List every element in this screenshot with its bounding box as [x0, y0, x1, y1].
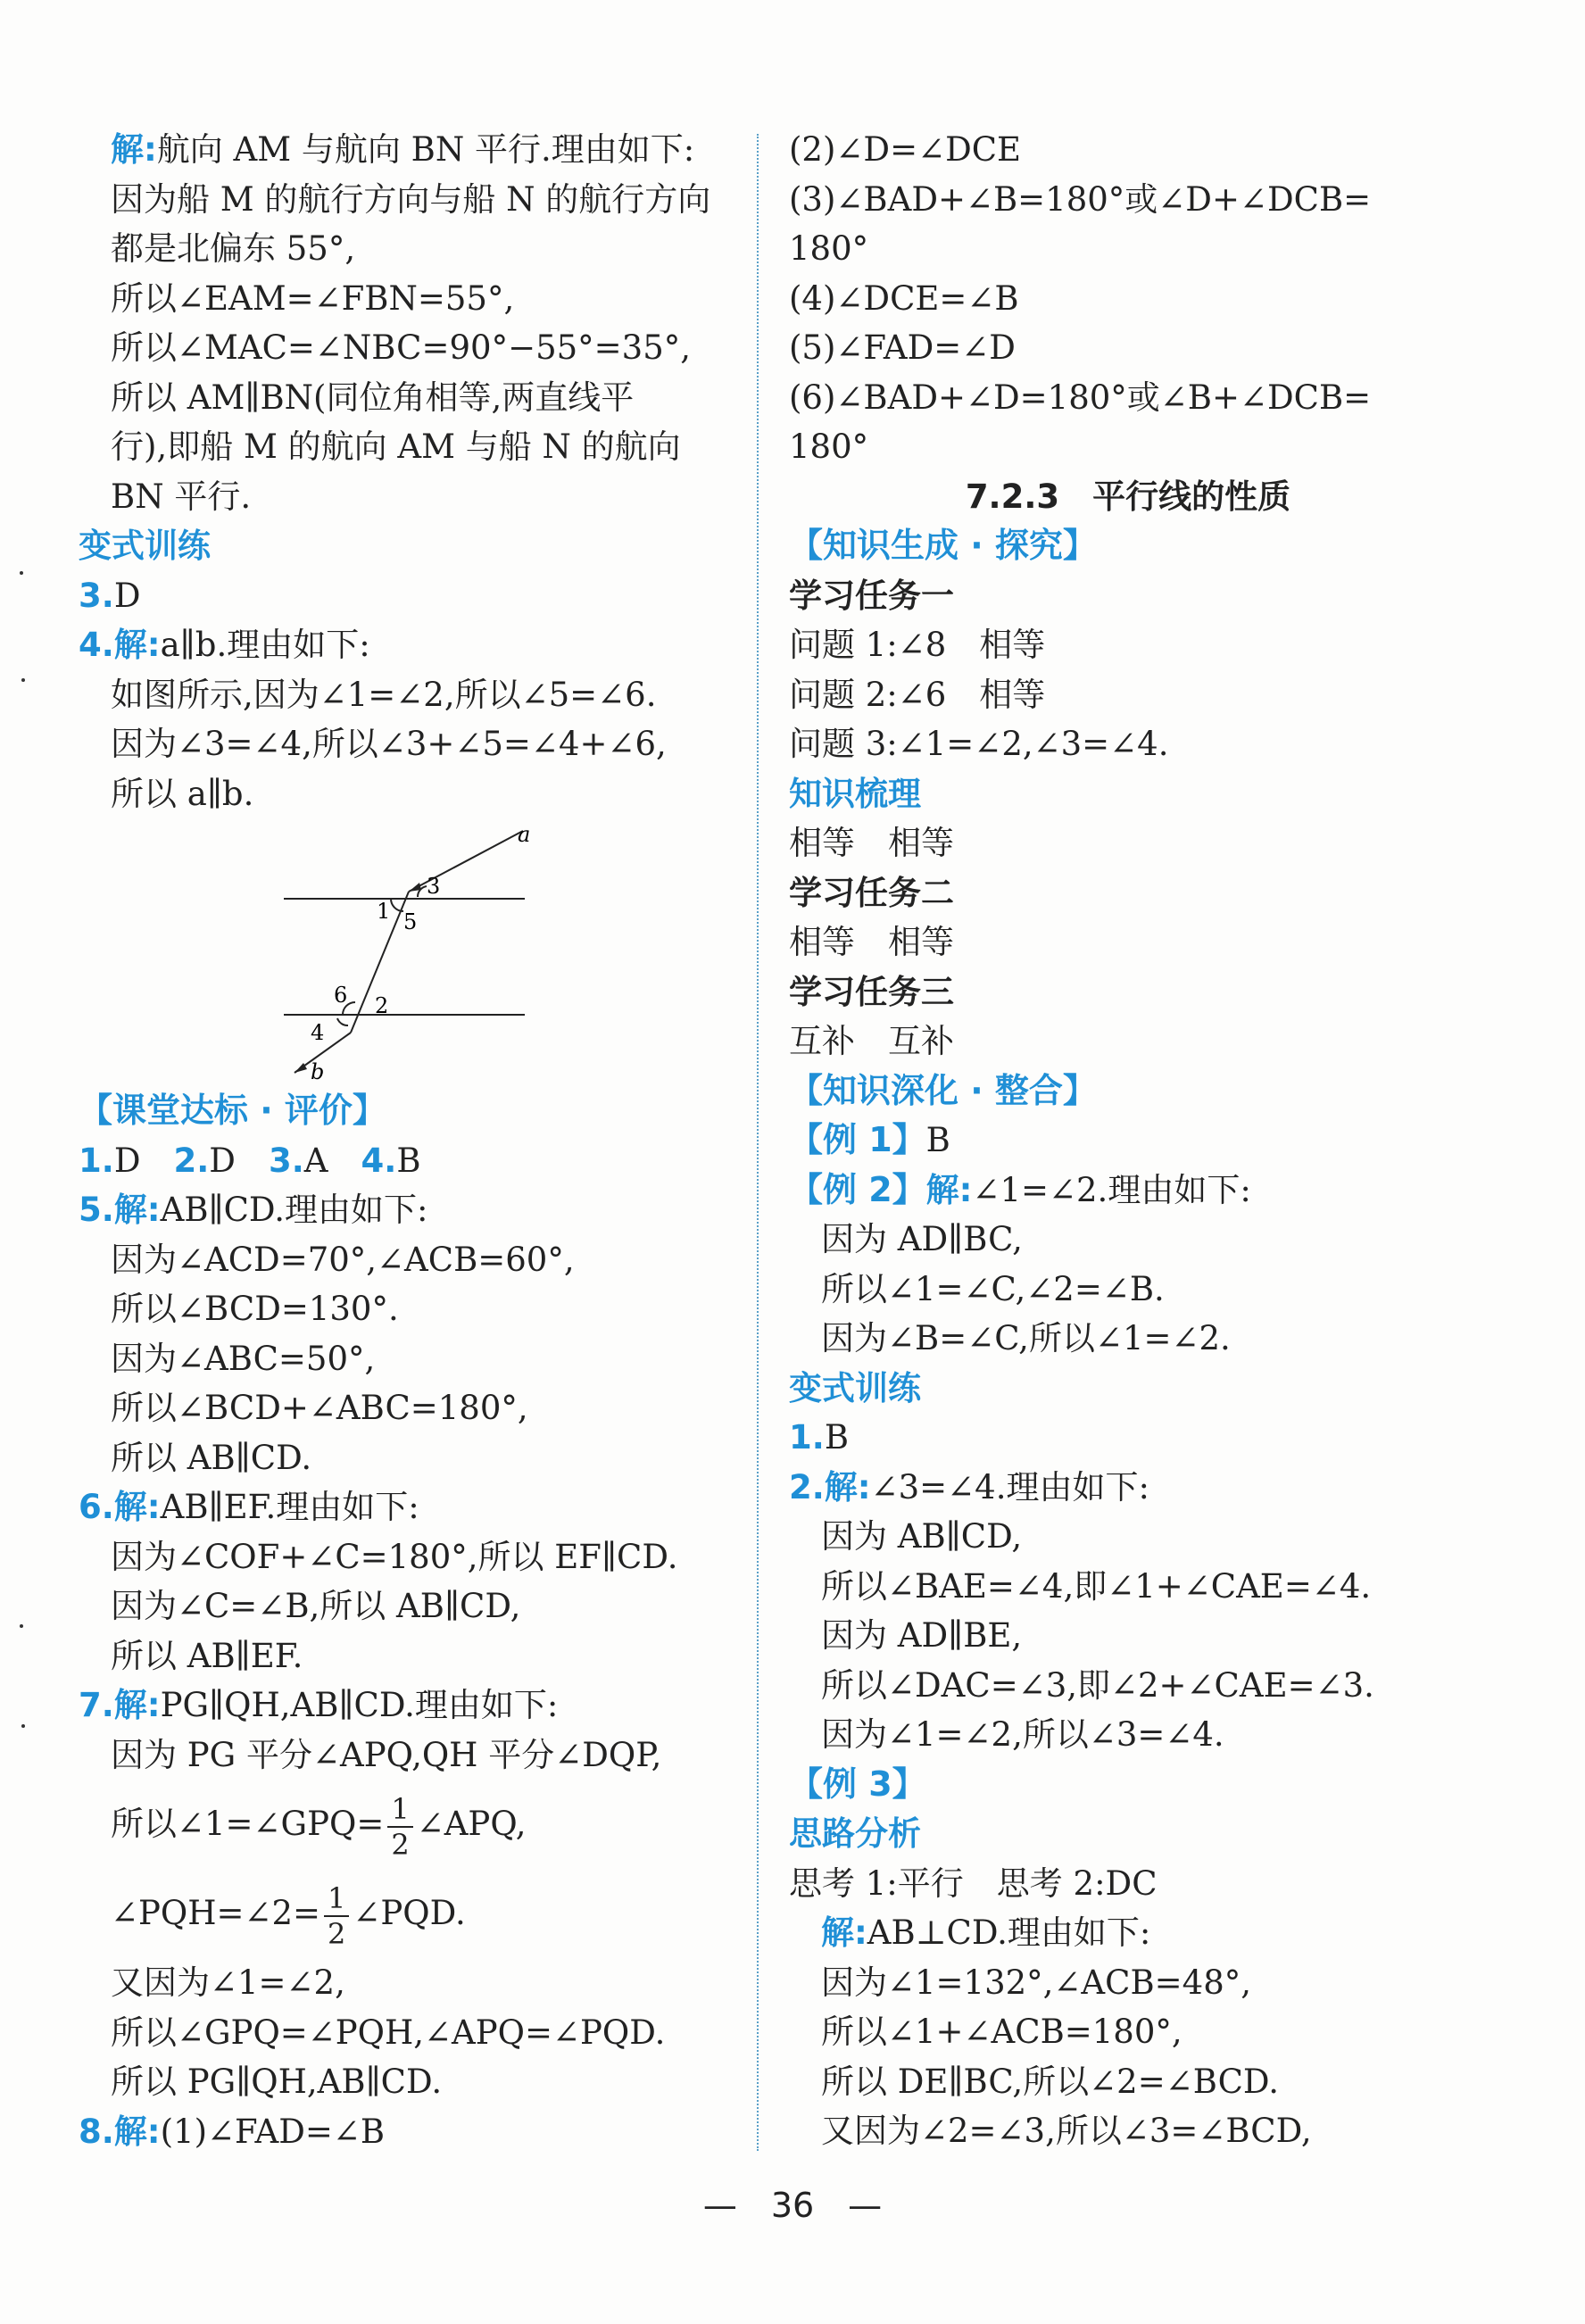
- section-heading: [789, 521, 1467, 571]
- line-text: 因为 AD∥BC,: [821, 1220, 1023, 1258]
- text-line: [79, 571, 757, 621]
- line-text: 思考 1:平行 思考 2:DC: [789, 1863, 1158, 1903]
- line-text: (2)∠D=∠DCE: [789, 130, 1022, 169]
- item-number: 5.解:: [79, 1191, 161, 1229]
- line-text: (3)∠BAD+∠B=180°或∠D+∠DCB=: [789, 179, 1372, 219]
- text-line: [789, 1512, 1467, 1562]
- frac1-numerator: 1: [387, 1792, 412, 1828]
- answer-number: 1.: [79, 1141, 114, 1180]
- margin-dot: [20, 1624, 23, 1628]
- label-5: 5: [403, 909, 418, 934]
- frac1-prefix: 所以∠1=∠GPQ=: [111, 1805, 385, 1843]
- line-text: 所以 PG∥QH,AB∥CD.: [111, 2063, 443, 2101]
- text-line: [789, 1017, 1467, 1067]
- section-heading-text: 【课堂达标 · 评价】: [79, 1091, 386, 1130]
- example-label: 【例 2】: [789, 1169, 926, 1209]
- line-text: (6)∠BAD+∠D=180°或∠B+∠DCB=: [789, 378, 1372, 417]
- subheading-text: 知识梳理: [789, 774, 921, 813]
- line-text: 航向 AM 与航向 BN 平行.理由如下:: [156, 130, 695, 169]
- text-line: [79, 620, 757, 670]
- line-text: 因为∠COF+∠C=180°,所以 EF∥CD.: [111, 1537, 678, 1576]
- text-line: [789, 2007, 1467, 2057]
- item-number: 2.解:: [789, 1467, 871, 1506]
- text-line: [79, 224, 757, 274]
- line-text: B: [925, 1121, 950, 1159]
- line-text: (1)∠FAD=∠B: [160, 2112, 386, 2151]
- text-line: [789, 224, 1467, 274]
- line-text: AB⊥CD.理由如下:: [867, 1913, 1151, 1952]
- text-line: [79, 769, 757, 819]
- task-heading-text: 学习任务三: [789, 972, 954, 1011]
- text-line: [79, 422, 757, 472]
- line-text: 180°: [789, 229, 869, 268]
- text-line: [79, 1631, 757, 1681]
- line-text: 所以∠1+∠ACB=180°,: [821, 2013, 1183, 2051]
- line-text: D: [113, 576, 141, 615]
- text-line: [789, 422, 1467, 472]
- line-text: 所以 DE∥BC,所以∠2=∠BCD.: [821, 2062, 1279, 2101]
- frac2-prefix: ∠PQH=∠2=: [111, 1894, 321, 1932]
- label-2: 2: [375, 993, 389, 1018]
- text-line: [789, 1562, 1467, 1612]
- line-text: 因为∠1=∠2,所以∠3=∠4.: [821, 1715, 1224, 1754]
- line-text: 因为∠1=132°,∠ACB=48°,: [821, 1963, 1251, 2002]
- left-block-1: [79, 125, 757, 818]
- subheading-text: 变式训练: [79, 527, 211, 565]
- task-heading: [789, 868, 1467, 918]
- fraction-line-1: [79, 1780, 757, 1869]
- example-label: 【例 1】: [789, 1120, 926, 1159]
- text-line: [79, 2107, 757, 2157]
- line-text: 所以∠DAC=∠3,即∠2+∠CAE=∠3.: [821, 1665, 1374, 1705]
- line-text: 互补 互补: [789, 1022, 954, 1060]
- answer-value: D: [209, 1141, 236, 1180]
- subheading: [789, 769, 1467, 819]
- subheading: [789, 1809, 1467, 1859]
- frac2-denominator: 2: [328, 1916, 346, 1951]
- margin-dot: [21, 1724, 25, 1728]
- line-text: 相等 相等: [789, 923, 954, 961]
- line-text: 所以∠MAC=∠NBC=90°−55°=35°,: [111, 328, 691, 367]
- line-text: 都是北偏东 55°,: [111, 229, 356, 268]
- right-block-2: [789, 521, 1467, 2156]
- text-line: [79, 1681, 757, 1731]
- line-text: 所以 a∥b.: [111, 774, 254, 813]
- text-line: [789, 917, 1467, 967]
- text-line: [79, 670, 757, 720]
- text-line: [79, 323, 757, 373]
- item-number: 6.解:: [79, 1488, 161, 1526]
- answer-number: 4.: [361, 1141, 397, 1180]
- text-line: [79, 2008, 757, 2058]
- angle-arc-4: [337, 1018, 348, 1025]
- text-line: [79, 719, 757, 769]
- item-number: 1.: [789, 1418, 825, 1457]
- solution-label: 解:: [111, 130, 157, 169]
- line-text: ∠1=∠2.理由如下:: [972, 1170, 1251, 1209]
- text-line: [79, 1383, 757, 1433]
- text-line: [789, 1116, 1467, 1166]
- text-line: [789, 1611, 1467, 1661]
- line-text: 因为∠C=∠B,所以 AB∥CD,: [111, 1587, 521, 1625]
- text-line: [789, 719, 1467, 769]
- text-line: [789, 175, 1467, 225]
- text-line: [789, 1413, 1467, 1463]
- solution-label: 解:: [821, 1913, 867, 1952]
- line-text: 又因为∠1=∠2,: [111, 1963, 345, 2002]
- text-line: [79, 1334, 757, 1384]
- line-text: 所以 AM∥BN(同位角相等,两直线平: [111, 378, 635, 417]
- line-text: 问题 1:∠8 相等: [789, 626, 1046, 664]
- text-line: [789, 274, 1467, 324]
- label-a: a: [518, 822, 531, 847]
- section-heading-text: 【知识生成 · 探究】: [789, 526, 1097, 565]
- subheading-text: 思路分析: [789, 1814, 921, 1853]
- parallel-lines-diagram: [284, 818, 552, 1086]
- line-text: (5)∠FAD=∠D: [789, 328, 1016, 367]
- frac2-suffix: ∠PQD.: [353, 1894, 466, 1932]
- frac2-numerator: 1: [324, 1881, 349, 1917]
- task-heading: [789, 967, 1467, 1017]
- right-column: [789, 125, 1467, 2156]
- text-line: [79, 2057, 757, 2107]
- line-text: 因为∠ACD=70°,∠ACB=60°,: [111, 1240, 575, 1279]
- item-number: 4.解:: [79, 626, 161, 664]
- text-line: [789, 2057, 1467, 2107]
- text-line: [789, 1463, 1467, 1513]
- answer-value: D: [113, 1141, 141, 1180]
- column-divider: [757, 134, 759, 2151]
- line-text: AB∥CD.理由如下:: [160, 1191, 428, 1229]
- task-heading-text: 学习任务一: [789, 576, 954, 615]
- text-line: [789, 1760, 1467, 1810]
- line-text: 180°: [789, 427, 869, 466]
- left-block-3: [79, 1958, 757, 2156]
- line-text: 行),即船 M 的航向 AM 与船 N 的航向: [111, 427, 681, 466]
- text-line: [789, 1661, 1467, 1711]
- line-text: B: [824, 1418, 850, 1457]
- text-line: [789, 818, 1467, 868]
- line-text: 如图所示,因为∠1=∠2,所以∠5=∠6.: [111, 675, 657, 714]
- answer-value: B: [396, 1141, 421, 1180]
- left-column: [79, 125, 757, 2156]
- line-text: (4)∠DCE=∠B: [789, 278, 1019, 318]
- text-line: [79, 175, 757, 225]
- line-text: 因为∠3=∠4,所以∠3+∠5=∠4+∠6,: [111, 725, 667, 763]
- text-line: [79, 1581, 757, 1631]
- text-line: [789, 1215, 1467, 1265]
- text-line: [79, 1958, 757, 2008]
- subheading: [79, 521, 757, 571]
- line-text: 所以 AB∥EF.: [111, 1636, 303, 1675]
- frac1-suffix: ∠APQ,: [416, 1805, 527, 1843]
- page-number: — 36 —: [702, 2186, 883, 2225]
- answer-value: A: [303, 1141, 328, 1180]
- text-line: [789, 1166, 1467, 1216]
- line-text: 因为船 M 的航行方向与船 N 的航行方向: [111, 179, 711, 219]
- subheading-text: 变式训练: [789, 1368, 921, 1407]
- line-text: 问题 3:∠1=∠2,∠3=∠4.: [789, 725, 1169, 763]
- margin-dot: [20, 571, 23, 575]
- line-text: 因为 AD∥BE,: [821, 1616, 1023, 1655]
- label-b: b: [311, 1059, 325, 1084]
- line-text: AB∥EF.理由如下:: [160, 1488, 419, 1526]
- line-text: 因为∠ABC=50°,: [111, 1339, 376, 1378]
- text-line: [79, 373, 757, 423]
- frac1-denominator: 2: [391, 1827, 410, 1862]
- text-line: [79, 1235, 757, 1285]
- text-line: [79, 1731, 757, 1780]
- section-heading-text: 【知识深化 · 整合】: [789, 1070, 1097, 1110]
- text-line: [79, 1284, 757, 1334]
- line-text: 因为 PG 平分∠APQ,QH 平分∠DQP,: [111, 1735, 662, 1774]
- line-text: 问题 2:∠6 相等: [789, 675, 1046, 714]
- line-text: 所以∠1=∠C,∠2=∠B.: [821, 1269, 1165, 1308]
- text-line: [79, 125, 757, 175]
- answers-row: [79, 1136, 757, 1186]
- item-number: 7.解:: [79, 1686, 161, 1724]
- answer-number: 3.: [268, 1141, 304, 1180]
- section-title: 7.2.3 平行线的性质: [965, 477, 1291, 516]
- line-text: 因为∠B=∠C,所以∠1=∠2.: [821, 1319, 1231, 1357]
- text-line: [789, 1710, 1467, 1760]
- line-text: a∥b.理由如下:: [160, 626, 370, 664]
- text-line: [789, 2106, 1467, 2156]
- task-heading: [789, 571, 1467, 621]
- line-text: BN 平行.: [111, 477, 252, 516]
- label-1: 1: [377, 899, 391, 924]
- text-line: [79, 1185, 757, 1235]
- text-line: [789, 125, 1467, 175]
- line-text: 因为 AB∥CD,: [821, 1517, 1023, 1556]
- text-line: [789, 1859, 1467, 1909]
- line-text: 所以∠EAM=∠FBN=55°,: [111, 278, 515, 318]
- line-text: 所以∠BAE=∠4,即∠1+∠CAE=∠4.: [821, 1566, 1372, 1606]
- section-heading: [79, 1086, 757, 1136]
- fraction-line-2: [79, 1869, 757, 1958]
- line-text: 所以 AB∥CD.: [111, 1438, 312, 1477]
- line-text: PG∥QH,AB∥CD.理由如下:: [160, 1686, 559, 1724]
- item-number: 3.: [79, 576, 114, 615]
- text-line: [79, 1532, 757, 1582]
- line-text: ∠3=∠4.理由如下:: [870, 1467, 1149, 1506]
- text-line: [789, 1265, 1467, 1315]
- text-line: [789, 323, 1467, 373]
- text-line: [79, 274, 757, 324]
- label-4: 4: [311, 1020, 325, 1045]
- line-text: 所以∠BCD=130°.: [111, 1290, 399, 1328]
- text-line: [789, 620, 1467, 670]
- fraction-1: [387, 1792, 412, 1862]
- label-3: 3: [427, 874, 441, 899]
- text-line: [789, 1958, 1467, 2008]
- solution-label: 解:: [925, 1170, 973, 1209]
- fraction-2: [324, 1881, 349, 1951]
- line-text: 又因为∠2=∠3,所以∠3=∠BCD,: [821, 2112, 1312, 2150]
- section-heading: [789, 1067, 1467, 1116]
- line-text: 所以∠BCD+∠ABC=180°,: [111, 1389, 528, 1427]
- task-heading-text: 学习任务二: [789, 873, 954, 912]
- text-line: [789, 373, 1467, 423]
- item-number: 8.解:: [79, 2112, 161, 2151]
- text-line: [79, 472, 757, 522]
- text-line: [789, 1314, 1467, 1364]
- example-label: 【例 3】: [789, 1764, 926, 1804]
- left-block-2: [79, 1086, 757, 1780]
- parallel-lines-figure: [79, 818, 757, 1086]
- margin-dot: [21, 678, 25, 682]
- text-line: [79, 1482, 757, 1532]
- subheading: [789, 1364, 1467, 1414]
- line-text: 所以∠GPQ=∠PQH,∠APQ=∠PQD.: [111, 2013, 666, 2052]
- text-line: [79, 1433, 757, 1483]
- text-line: [789, 1908, 1467, 1958]
- text-line: [789, 670, 1467, 720]
- line-text: 相等 相等: [789, 824, 954, 862]
- label-6: 6: [334, 983, 348, 1008]
- answer-number: 2.: [173, 1141, 210, 1180]
- right-block-1: [789, 125, 1467, 472]
